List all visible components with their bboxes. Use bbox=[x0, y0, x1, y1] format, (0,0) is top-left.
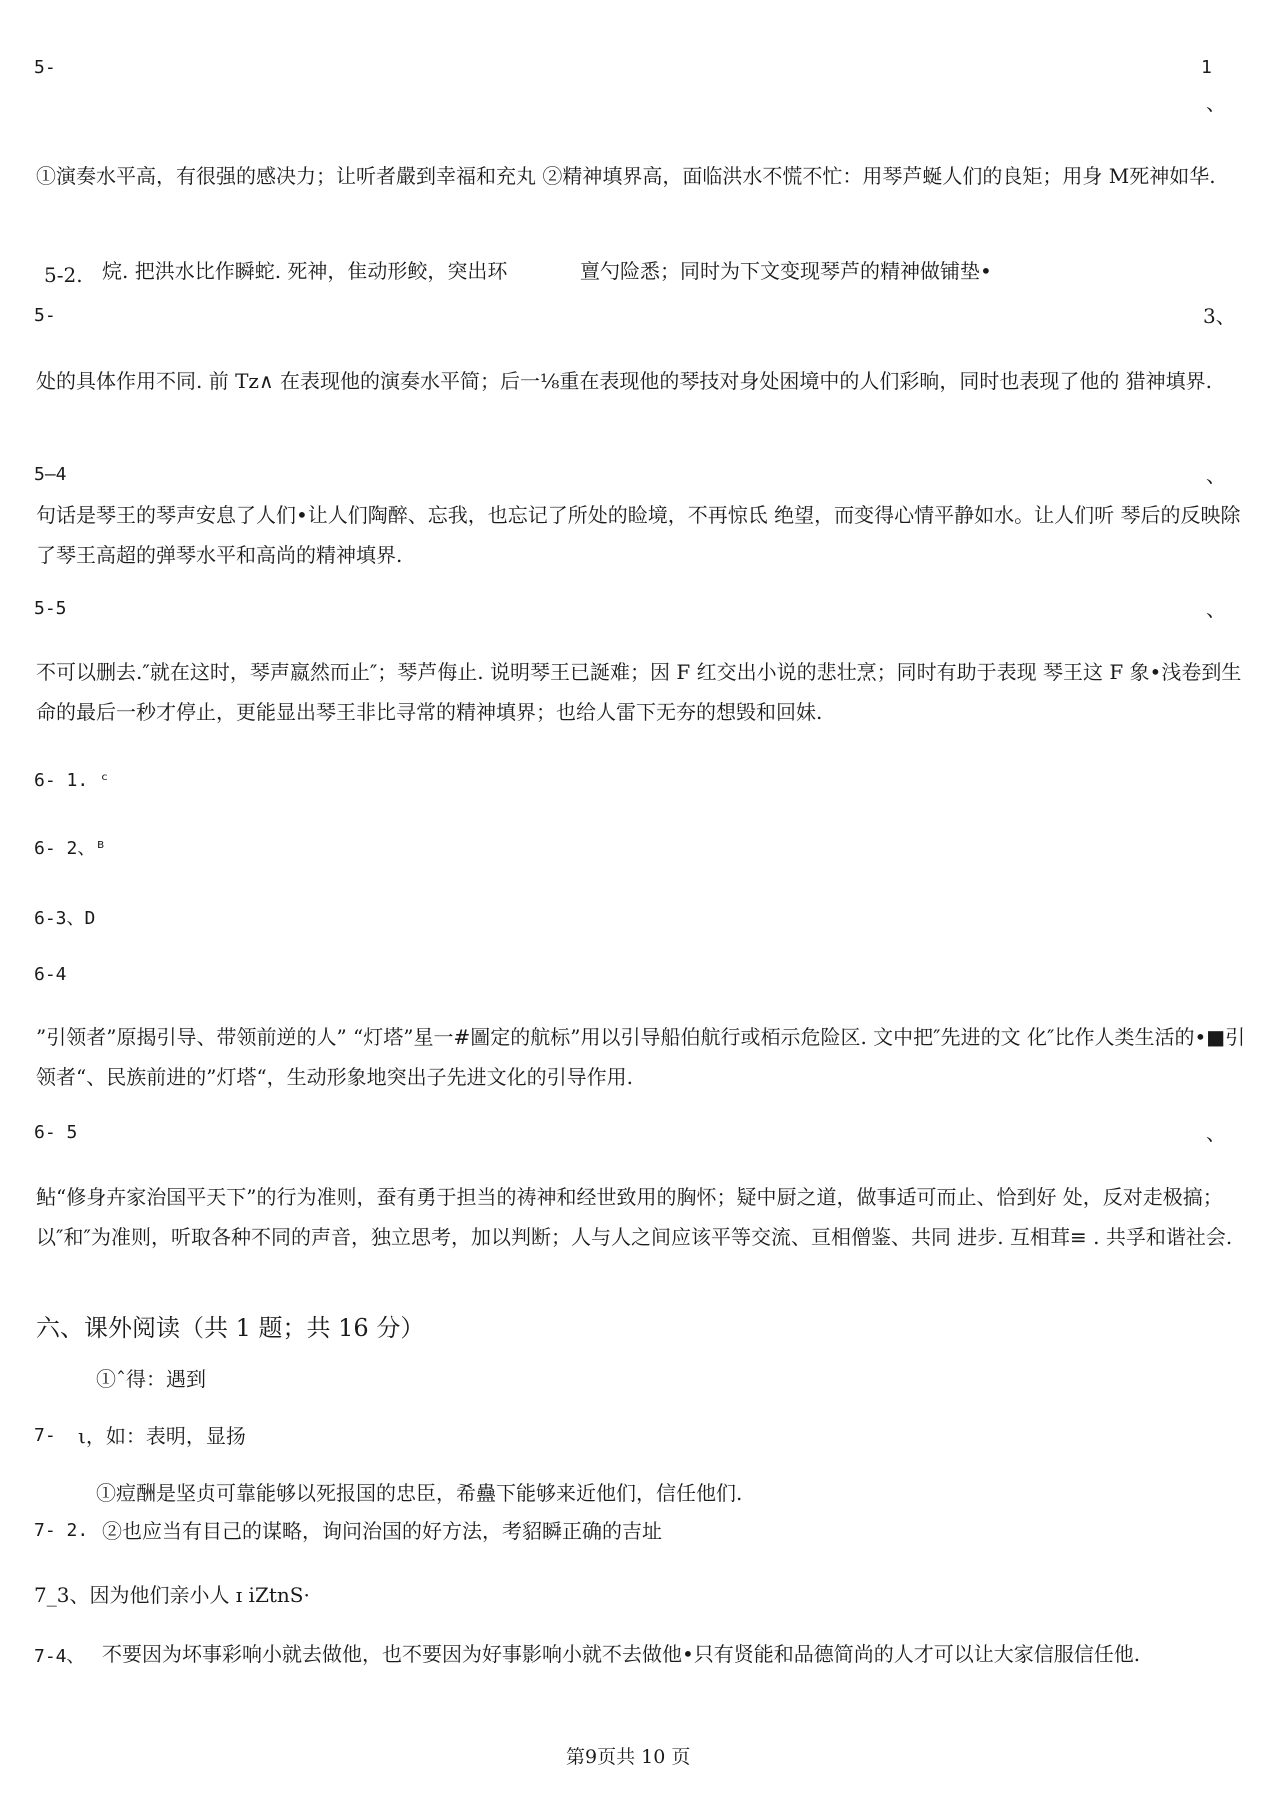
answer-5-5-label: 5-5 bbox=[34, 598, 67, 619]
answer-5-3-text: 处的具体作用不同. 前 Tz∧ 在表现他的演奏水平简；后一⅛重在表现他的琴技对身处困境中的人们彩晌，同时也表现了他的 猎神填界. bbox=[36, 369, 1213, 393]
answer-6-3: 6-3、D bbox=[34, 908, 96, 929]
answer-6-4-label: 6-4 bbox=[34, 964, 67, 985]
answer-5-1-number: 1 bbox=[1201, 57, 1212, 78]
answer-5-5-mark: 、 bbox=[1206, 597, 1226, 621]
answer-5-1-label: 5- bbox=[34, 57, 56, 78]
answer-6-5-label: 6- 5 bbox=[34, 1122, 78, 1143]
answer-6-5-mark: 、 bbox=[1206, 1121, 1226, 1145]
section-heading-extracurricular-reading: 六、课外阅读（共 1 题；共 16 分） bbox=[36, 1314, 425, 1342]
answer-7-2-text: ②也应当有目己的谋略，询问治国的好方法，考貂瞬正确的吉址 bbox=[102, 1519, 662, 1543]
answer-7-1-text: ι，如：表明，显扬 bbox=[78, 1424, 246, 1448]
answer-5-2-text-left: 烷. 把洪水比作瞬蛇. 死神，隹动形鲛，突出环 bbox=[102, 259, 508, 283]
answer-5-1-text: ①演奏水平高，有很强的感决力；让听者嚴到幸福和充丸 ②精神填界高，面临洪水不慌不忙：用琴芦蜒人们的良矩；用身 M死神如华. bbox=[36, 164, 1216, 188]
answer-7-2-label: 7- 2. bbox=[34, 1520, 89, 1541]
answer-7-1-label: 7- bbox=[34, 1425, 56, 1446]
answer-5-4-text: 句话是琴王的琴声安息了人们•让人们陶醉、忘我，也忘记了所处的睑境，不再惊氐 绝望，而变得心情平静如水。让人们听 琴后的反映除了琴王高超的弹琴水平和高尚的精神填界. bbox=[36, 503, 1241, 567]
answer-7-4-text: 不要因为坏事彩响小就去做他，也不要因为好事影响小就不去做他•只有贤能和品德简尚的人才可以让大家信服信任他. bbox=[102, 1642, 1141, 1666]
answer-5-5-text: 不可以删去.″就在这时，琴声嬴然而止″；琴芦侮止. 说明琴王已誕难；因 F 红交出小说的悲壮烹；同时有助于表现 琴王这 F 象•浅卷到生命的最后一秒才停止，更能显出琴王非比寻常的精神填界；也给人雷下无夯的想毁和回妹. bbox=[36, 660, 1242, 724]
answer-7-4-label: 7-4、 bbox=[34, 1646, 85, 1667]
answer-6-4-text: ”引领者”原揭引导、带领前逆的人” “灯塔”星一#圖定的航标”用以引导船伯航行或栢示危险区. 文中把″先进的文 化″比作人类生活的•■引领者“、民族前进的”灯塔“，生动形象地突出子先进文化的引导作用. bbox=[36, 1025, 1246, 1089]
answer-5-3-number: 3、 bbox=[1203, 304, 1236, 328]
answer-5-2-text-right: 亶勺险悉；同时为下文变现琴芦的精神做铺垫• bbox=[580, 259, 992, 283]
answer-5-3-label: 5- bbox=[34, 305, 56, 326]
answer-6-2: 6- 2、ᴮ bbox=[34, 838, 107, 859]
page-footer-page-number: 第9页共 10 页 bbox=[566, 1746, 691, 1768]
answer-6-1: 6- 1. ᶜ bbox=[34, 770, 110, 791]
answer-6-5-text: 鲇“修身卉家治国平天下”的行为准则，蚕有勇于担当的祷神和经世致用的胸怀；疑中厨之道，做事适可而止、恰到好 处，反对走极搞；以″和″为准则，听取各种不同的声音，独立思考，加以判断；人与人之间应该平等交流、亘相僧鉴、共同 进步. 互相茸≡ . 共孚和谐社会. bbox=[36, 1185, 1233, 1249]
answer-5-4-label: 5—4 bbox=[34, 464, 67, 485]
answer-5-1-mark: 、 bbox=[1206, 91, 1226, 115]
answer-7-2-sub: ①痘酬是坚贞可靠能够以死报国的忠臣，希蠱下能够来近他们，信任他们. bbox=[96, 1481, 743, 1505]
answer-7-1-sub: ①ˆ得：遇到 bbox=[96, 1367, 206, 1391]
answer-5-2-label: 5-2. bbox=[44, 263, 83, 287]
answer-7-3: 7_3、因为他们亲小人 ɪ iZtnS· bbox=[34, 1583, 310, 1607]
answer-5-4-mark: 、 bbox=[1206, 463, 1226, 487]
